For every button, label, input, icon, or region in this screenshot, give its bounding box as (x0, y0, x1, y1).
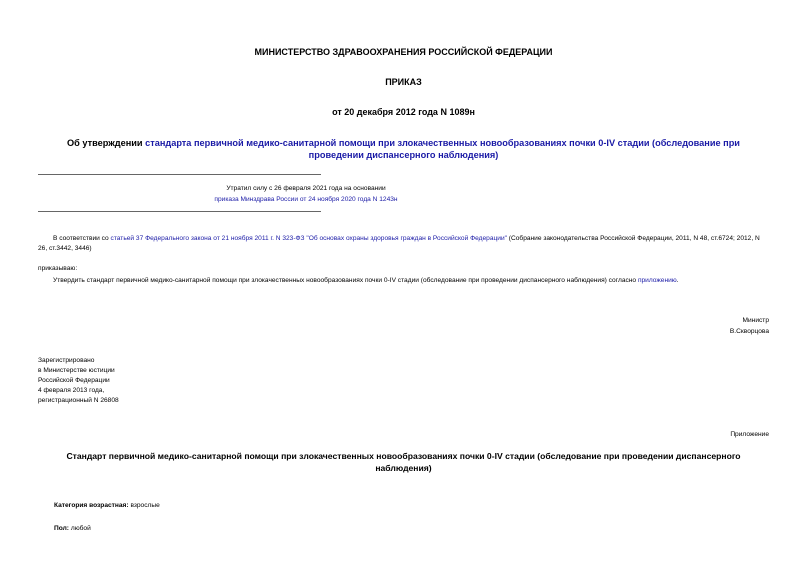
signature-name: В.Скворцова (729, 328, 769, 335)
top-rule (38, 174, 321, 175)
age-category (54, 501, 160, 511)
intro-prefix: В соответствии со (53, 235, 111, 242)
annex-label: Приложение (730, 431, 769, 438)
registration-line: в Министерстве юстиции (38, 367, 115, 374)
sex-value: любой (70, 525, 91, 532)
approve-text: Утвердить стандарт первичной медико-санитарной помощи при злокачественных новообразованиях почки 0-IV стадии (обследование при проведении диспансерного наблюдения) согласно (53, 277, 638, 284)
annex-title: Стандарт первичной медико-санитарной помощи при злокачественных новообразованиях почки 0-IV стадии (обследование при проведении диспансерного наблюдения) (66, 451, 741, 473)
ministry-heading: МИНИСТЕРСТВО ЗДРАВООХРАНЕНИЯ РОССИЙСКОЙ ФЕДЕРАЦИИ (254, 47, 553, 57)
title-prefix: Об утверждении (67, 138, 146, 148)
document-title (40, 137, 767, 161)
sex-category (54, 524, 91, 534)
registration-line: Российской Федерации (38, 377, 110, 384)
registration-line: 4 февраля 2013 года, (38, 387, 105, 394)
law-link[interactable]: статьей 37 Федерального закона от 21 ноября 2011 г. N 323-ФЗ "Об основах охраны здоровья граждан в Российской Федерации" (110, 235, 507, 242)
intro-paragraph (38, 234, 769, 254)
registration-line: Зарегистрировано (38, 357, 95, 364)
bottom-rule (38, 211, 321, 212)
signature-position: Министр (742, 317, 769, 324)
title-link[interactable]: стандарта первичной медико-санитарной помощи при злокачественных новообразованиях почки 0-IV стадии (обследование при проведении диспансерного наблюдения) (145, 138, 740, 160)
annex-link[interactable]: приложению (637, 277, 677, 284)
status-note-link[interactable]: приказа Минздрава России от 24 ноября 2020 года N 1243н (214, 196, 398, 203)
approve-end: . (676, 277, 679, 284)
approve-paragraph (53, 276, 769, 286)
registration-line: регистрационный N 26808 (38, 397, 119, 404)
status-note-line1: Утратил силу с 26 февраля 2021 года на основании (226, 185, 386, 192)
registration-block (38, 356, 119, 406)
sex-label: Пол: (54, 525, 69, 532)
age-value: взрослые (130, 502, 160, 509)
age-label: Категория возрастная: (54, 502, 129, 509)
order-word: приказываю: (38, 265, 78, 272)
doc-date: от 20 декабря 2012 года N 1089н (332, 107, 475, 117)
intro-suffix: (Собрание законодательства Российской Федерации, 2011, N 48, ст.6724; 2012, N 26, ст.3442, 3446) (38, 235, 760, 252)
doc-type-heading: ПРИКАЗ (385, 77, 422, 87)
